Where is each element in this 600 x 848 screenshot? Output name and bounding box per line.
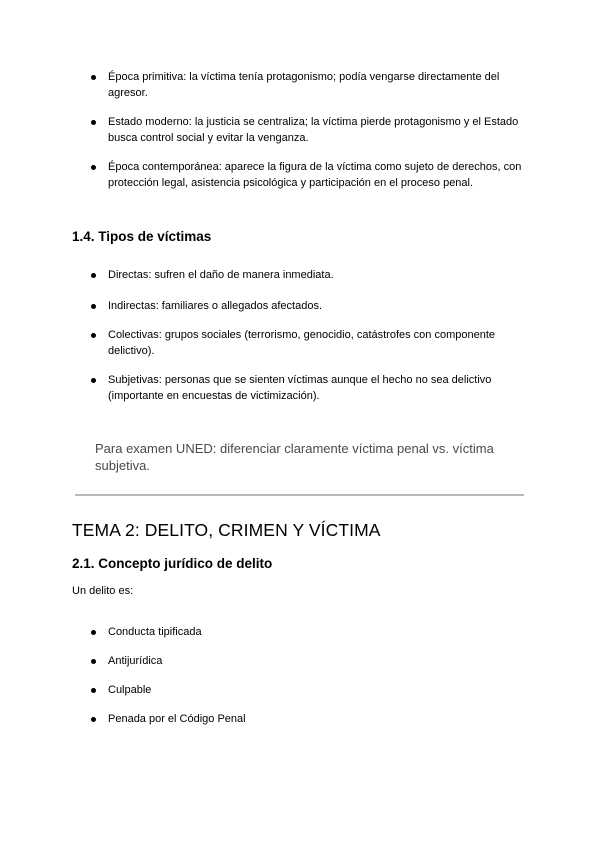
bullet-icon	[91, 630, 96, 635]
bullet-icon	[91, 165, 96, 170]
bullet-icon	[91, 75, 96, 80]
list-item	[91, 70, 531, 101]
list-item-text: Directas: sufren el daño de manera inmediata.	[108, 269, 334, 281]
bullet-icon	[91, 378, 96, 383]
bullet-icon	[91, 659, 96, 664]
list-item-text: Penada por el Código Penal	[108, 713, 246, 725]
list-item	[91, 328, 531, 359]
list-item	[91, 654, 531, 670]
list-item	[91, 115, 531, 146]
horizontal-divider	[75, 494, 524, 496]
bullet-icon	[91, 333, 96, 338]
list-item	[91, 683, 531, 699]
bullet-icon	[91, 304, 96, 309]
list-item-text: Época contemporánea: aparece la figura de la víctima como sujeto de derechos, con protección legal, asistencia psicológica y participación en el proceso penal.	[108, 161, 522, 189]
list-item	[91, 625, 531, 641]
exam-note: Para examen UNED: diferenciar claramente víctima penal vs. víctima subjetiva.	[95, 441, 494, 473]
bullet-icon	[91, 120, 96, 125]
list-item-text: Indirectas: familiares o allegados afectados.	[108, 299, 323, 312]
list-item	[91, 299, 531, 315]
epochs-list	[91, 70, 531, 191]
bullet-icon	[91, 273, 96, 278]
list-item-text: Colectivas: grupos sociales (terrorismo, genocidio, catástrofes con componente delictivo).	[108, 329, 496, 357]
list-item-text: Culpable	[108, 684, 152, 696]
section-heading-1-4: 1.4. Tipos de víctimas	[72, 229, 212, 244]
list-item-text: Época primitiva: la víctima tenía protagonismo; podía vengarse directamente del agresor.	[108, 71, 500, 99]
list-item-text: Antijurídica	[108, 655, 163, 667]
delito-intro: Un delito es:	[72, 585, 134, 597]
list-item	[91, 712, 531, 728]
list-item-text: Estado moderno: la justicia se centraliza; la víctima pierde protagonismo y el Estado busca control social y evitar la venganza.	[108, 116, 519, 144]
list-item	[91, 373, 531, 404]
bullet-icon	[91, 688, 96, 693]
list-item	[91, 160, 531, 191]
list-item	[91, 268, 531, 284]
list-item-text: Subjetivas: personas que se sienten víctimas aunque el hecho no sea delictivo (importante en encuestas de victimización).	[108, 374, 492, 402]
section-heading-2-1: 2.1. Concepto jurídico de delito	[72, 556, 273, 571]
list-item-text: Conducta tipificada	[108, 626, 202, 638]
delito-elements-list	[91, 625, 531, 728]
bullet-icon	[91, 717, 96, 722]
tema2-heading: TEMA 2: DELITO, CRIMEN Y VÍCTIMA	[72, 520, 381, 540]
victim-types-list	[91, 268, 531, 404]
